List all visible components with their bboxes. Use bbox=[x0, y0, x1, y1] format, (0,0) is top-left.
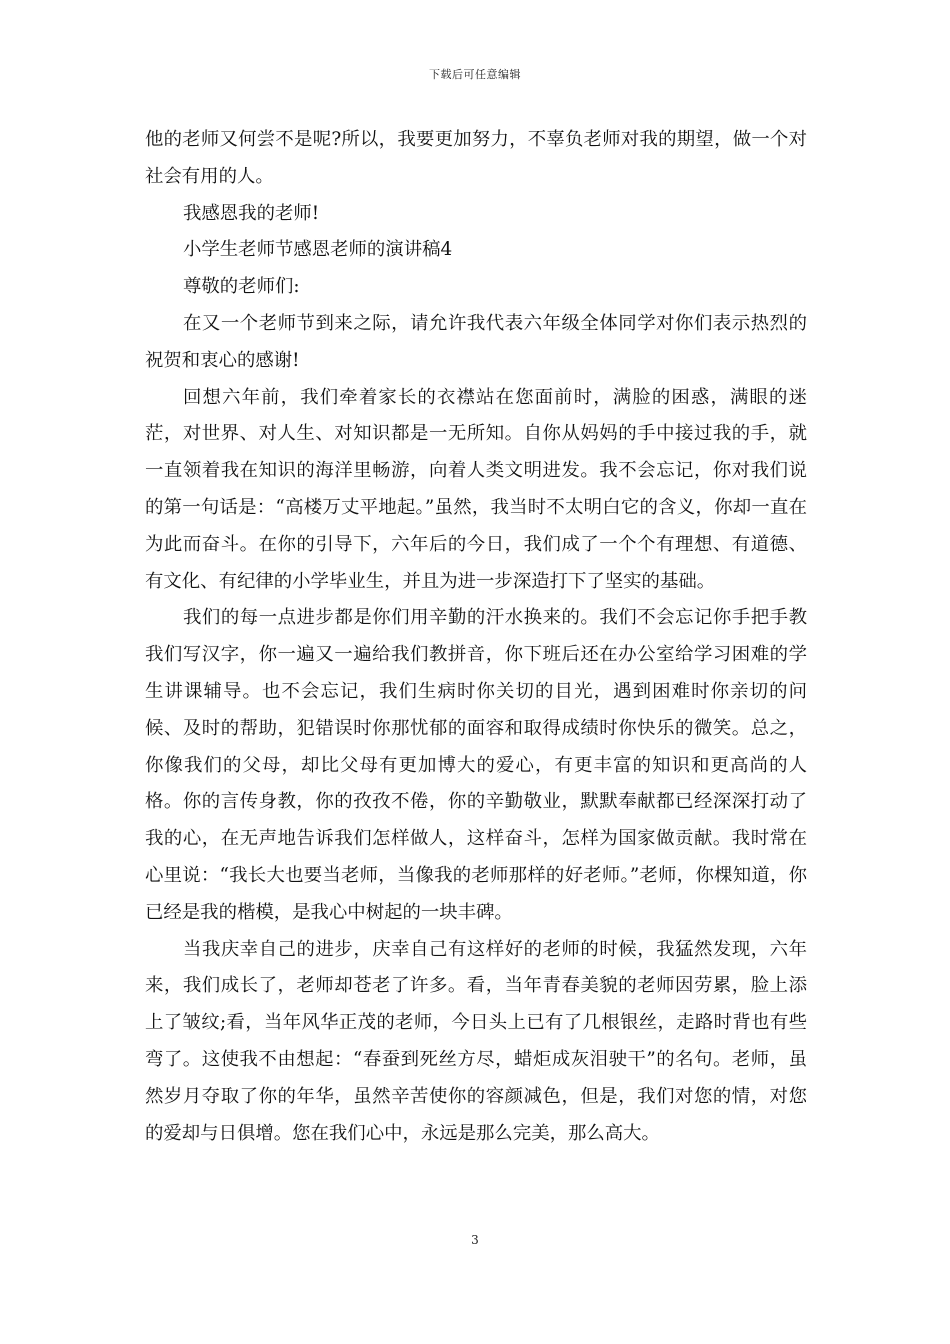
paragraph: 他的老师又何尝不是呢?所以，我要更加努力，不辜负老师对我的期望，做一个对社会有用的人。 bbox=[145, 129, 807, 187]
paragraph: 在又一个老师节到来之际，请允许我代表六年级全体同学对你们表示热烈的祝贺和衷心的感谢! bbox=[145, 312, 807, 371]
section-title: 小学生老师节感恩老师的演讲稿4 bbox=[183, 239, 453, 261]
salutation: 尊敬的老师们: bbox=[183, 276, 300, 298]
page-number: 3 bbox=[471, 1233, 479, 1247]
paragraph: 当我庆幸自己的进步，庆幸自己有这样好的老师的时候，我猛然发现，六年来，我们成长了，老师却苍老了许多。看，当年青春美貌的老师因劳累，脸上添上了皱纹;看，当年风华正茂的老师，今日头上已有了几根银丝，走路时背也有些弯了。这使我不由想起：“春蚕到死丝方尽，蜡炬成灰泪驶干”的名句。老师，虽然岁月夺取了你的年华，虽然辛苦使你的容颜减色，但是，我们对您的情，对您的爱却与日俱增。您在我们心中，永远是那么完美，那么高大。 bbox=[145, 938, 807, 1144]
page-header: 下载后可任意编辑 bbox=[429, 68, 521, 81]
paragraph: 我感恩我的老师! bbox=[183, 202, 320, 224]
paragraph: 我们的每一点进步都是你们用辛勤的汗水换来的。我们不会忘记你手把手教我们写汉字，你一遍又一遍给我们教拼音，你下班后还在办公室给学习困难的学生讲课辅导。也不会忘记，我们生病时你关切的目光，遇到困难时你亲切的问候、及时的帮助，犯错误时你那忧郁的面容和取得成绩时你快乐的微笑。总之，你像我们的父母，却比父母有更加博大的爱心，有更丰富的知识和更高尚的人格。你的言传身教，你的孜孜不倦，你的辛勤敬业，默默奉献都已经深深打动了我的心，在无声地告诉我们怎样做人，这样奋斗，怎样为国家做贡献。我时常在心里说：“我长大也要当老师，当像我的老师那样的好老师。”老师，你棵知道，你已经是我的楷模，是我心中树起的一块丰碑。 bbox=[145, 607, 807, 923]
body-text bbox=[145, 122, 807, 1152]
paragraph: 回想六年前，我们牵着家长的衣襟站在您面前时，满脸的困惑，满眼的迷茫，对世界、对人生、对知识都是一无所知。自你从妈妈的手中接过我的手，就一直领着我在知识的海洋里畅游，向着人类文明进发。我不会忘记，你对我们说的第一句话是：“高楼万丈平地起。”虽然，我当时不太明白它的含义，你却一直在为此而奋斗。在你的引导下，六年后的今日，我们成了一个个有理想、有道德、有文化、有纪律的小学毕业生，并且为进一步深造打下了坚实的基础。 bbox=[145, 386, 807, 592]
